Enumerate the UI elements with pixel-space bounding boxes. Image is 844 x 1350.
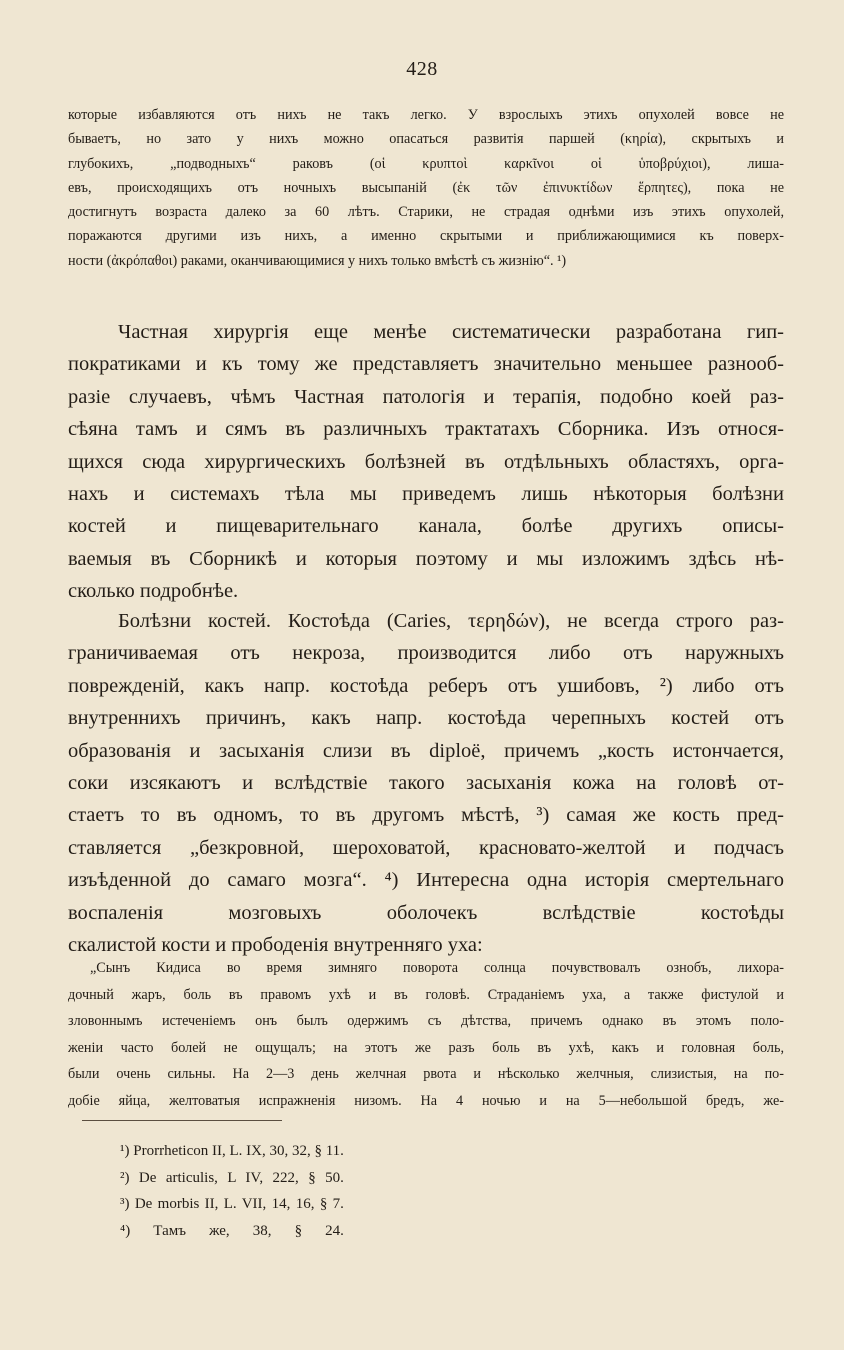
text-line: внутреннихъ причинъ, какъ напр. костоѣда черепныхъ костей отъ — [68, 707, 784, 730]
text-line: Болѣзни костей. Костоѣда (Caries, τερηδών), не всегда строго раз- — [118, 610, 784, 632]
footnote: ³) De morbis II, L. VII, 14, 16, § 7. — [120, 1196, 344, 1212]
text-line: граничиваемая отъ некроза, производится либо отъ наружныхъ — [68, 642, 784, 665]
text-line: Частная хирургія еще менѣе систематически разработана гип- — [118, 321, 784, 343]
text-line: изъѣденной до самаго мозга“. ⁴) Интересна одна исторія смертельнаго — [68, 869, 784, 892]
text-line: бываетъ, но зато у нихъ можно опасаться развитія паршей (κηρία), скрытыхъ и — [68, 131, 784, 148]
text-line: которые избавляются отъ нихъ не такъ легко. У взрослыхъ этихъ опухолей вовсе не — [68, 107, 784, 123]
text-line: щихся сюда хирургическихъ болѣзней въ отдѣльныхъ областяхъ, орга- — [68, 450, 784, 473]
text-line: стаетъ то въ одномъ, то въ другомъ мѣстѣ, ³) самая же кость пред- — [68, 804, 784, 827]
footnotes — [120, 1138, 344, 1244]
text-line: ности (ἀκρόπαθοι) раками, оканчивающимися у нихъ только вмѣстѣ съ жизнію“. ¹) — [68, 252, 567, 269]
text-line: воспаленія мозговыхъ оболочекъ вслѣдствіе костоѣды — [68, 901, 784, 924]
text-line: ваемыя въ Сборникѣ и которыя поэтому и мы изложимъ здѣсь нѣ- — [68, 547, 784, 570]
text-line: нахъ и системахъ тѣла мы приведемъ лишь нѣкоторыя болѣзни — [68, 482, 784, 505]
text-line: образованія и засыханія слизи въ diploё, причемъ „кость истончается, — [68, 739, 784, 762]
intro-paragraph — [68, 103, 784, 273]
text-line: добіе яйца, желтоватыя испражненія низомъ. На 4 ночью и на 5—небольшой бредъ, же- — [68, 1092, 784, 1109]
text-line: поврежденій, какъ напр. костоѣда реберъ отъ ушибовъ, ²) либо отъ — [68, 674, 784, 697]
text-line: соки изсякаютъ и вслѣдствіе такого засыханія кожа на головѣ от- — [68, 771, 784, 794]
bones-paragraph — [68, 605, 784, 961]
text-line: разіе случаевъ, чѣмъ Частная патологія и терапія, подобно коей раз- — [68, 385, 784, 408]
text-line: костей и пищеварительнаго канала, болѣе другихъ описы- — [68, 515, 784, 538]
text-line: были очень сильны. На 2—3 день желчная рвота и нѣсколько желчныя, слизистыя, на по- — [68, 1066, 784, 1083]
footnote-divider — [82, 1120, 282, 1121]
text-line: сколько подробнѣе. — [68, 580, 239, 603]
text-line: евъ, происходящихъ отъ ночныхъ высыпаній (ἐκ τῶν ἐπινυκτίδων ἕρπητες), пока не — [68, 179, 784, 196]
text-line: сѣяна тамъ и сямъ въ различныхъ трактатахъ Сборника. Изъ относя- — [68, 418, 784, 441]
surgery-paragraph — [68, 316, 784, 608]
text-line: поражаются другими изъ нихъ, а именно скрытыми и приближающимися къ поверх- — [68, 228, 784, 245]
footnote: ²) De articulis, L IV, 222, § 50. — [120, 1169, 344, 1186]
text-line: женіи часто болей не ощущалъ; на этотъ же разъ боль въ ухѣ, какъ и головная боль, — [68, 1039, 784, 1056]
footnote: ¹) Prorrheticon II, L. IX, 30, 32, § 11. — [120, 1143, 344, 1159]
page-number: 428 — [406, 58, 438, 80]
case-quote — [68, 955, 784, 1115]
text-line: дочный жаръ, боль въ правомъ ухѣ и въ головѣ. Страданіемъ уха, а также фистулой и — [68, 986, 784, 1003]
text-line: пократиками и къ тому же представляетъ значительно меньшее разнооб- — [68, 353, 784, 376]
text-line: „Сынъ Кидиса во время зимняго поворота солнца почувствовалъ ознобъ, лихора- — [90, 960, 784, 976]
text-line: зловоннымъ истеченіемъ онъ былъ одержимъ съ дѣтства, причемъ однако въ этомъ поло- — [68, 1013, 784, 1030]
footnote: ⁴) Тамъ же, 38, § 24. — [120, 1222, 344, 1239]
text-line: ставляется „безкровной, шероховатой, красновато-желтой и подчасъ — [68, 836, 784, 859]
text-line: скалистой кости и прободенія внутренняго уха: — [68, 933, 483, 956]
text-line: достигнутъ возраста далеко за 60 лѣтъ. Старики, не страдая однѣми изъ этихъ опухолей, — [68, 204, 784, 221]
text-line: глубокихъ, „подводныхъ“ раковъ (οἱ κρυπτοὶ καρκῖνοι οἱ ὑποβρύχιοι), лиша- — [68, 155, 784, 172]
